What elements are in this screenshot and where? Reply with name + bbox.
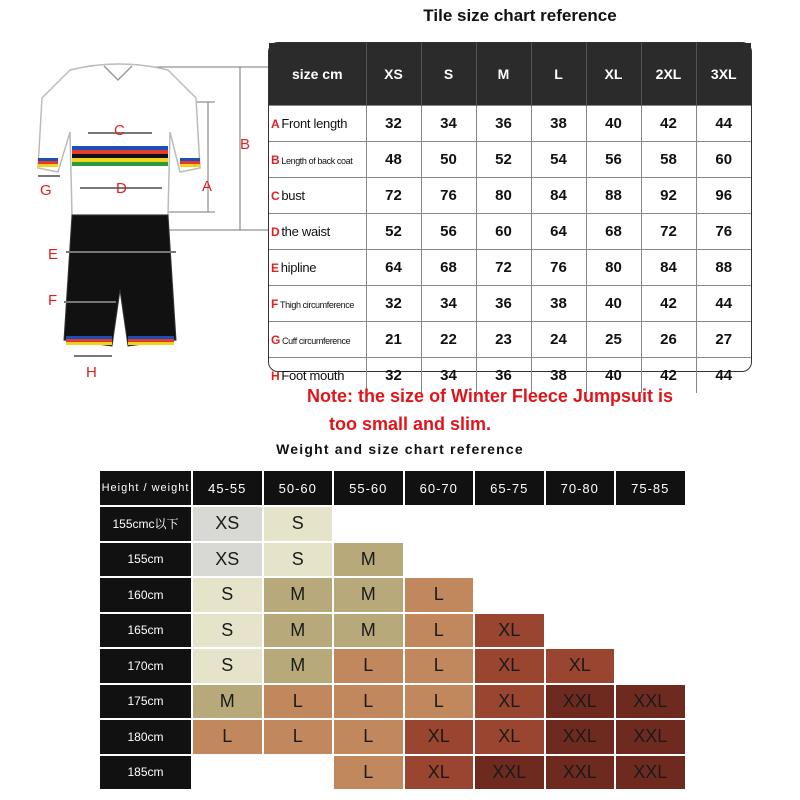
table-cell: 52 [476,142,531,178]
size-cell: XL [475,685,544,719]
figure-letter-g: G [40,182,52,199]
table-cell: 80 [476,178,531,214]
size-cell: XL [405,756,474,790]
size-cell: XL [475,614,544,648]
size-cell: XL [546,649,615,683]
row-label [269,214,366,250]
size-cell: M [264,578,333,612]
table-cell: 42 [641,106,696,142]
size-cell: XS [193,507,262,541]
row-label [269,322,366,358]
row-label [269,142,366,178]
size-cell: L [405,578,474,612]
column-header: L [531,43,586,106]
height-label: 180cm [100,720,191,754]
size-cell: L [405,685,474,719]
table-cell: 76 [421,178,476,214]
table-cell: 38 [531,106,586,142]
size-cell: XXL [546,720,615,754]
table-cell: 32 [366,106,421,142]
table-cell: 42 [641,286,696,322]
size-cell: S [193,614,262,648]
note-text: Note: the size of Winter Fleece Jumpsuit is [307,386,673,406]
table-cell: 32 [366,358,421,394]
table-row [269,322,751,358]
column-header: 3XL [696,43,751,106]
column-header: 2XL [641,43,696,106]
size-cell: XL [475,649,544,683]
row-letter: C [271,189,280,203]
jumpsuit-figure [0,40,268,400]
table-row [269,214,751,250]
height-label: 155cmc以下 [100,507,191,541]
size-cell: M [264,614,333,648]
weight-header: 45-55 [193,471,262,505]
row-letter: B [271,153,280,167]
table-cell: 38 [531,286,586,322]
table-cell: 56 [421,214,476,250]
size-cell: S [193,578,262,612]
row-letter: G [271,333,281,347]
weight-header: 50-60 [264,471,333,505]
size-cell: M [264,649,333,683]
column-header: M [476,43,531,106]
table-row [269,250,751,286]
table-cell: 84 [641,250,696,286]
row-label-text: Length of back coat [281,156,353,166]
size-chart-title: Tile size chart reference [423,6,617,25]
table-cell: 26 [641,322,696,358]
column-header: XS [366,43,421,106]
size-cell: XXL [616,685,685,719]
table-cell: 36 [476,358,531,394]
table-cell: 23 [476,322,531,358]
row-label [269,106,366,142]
row-label [269,250,366,286]
size-cell: L [264,685,333,719]
table-cell: 42 [641,358,696,394]
row-letter: H [271,369,280,383]
row-label-text: Foot mouth [281,368,345,383]
table-cell: 44 [696,358,751,394]
weight-header: 60-70 [405,471,474,505]
column-header: size cm [269,43,366,106]
table-cell: 48 [366,142,421,178]
figure-letter-e: E [48,246,59,263]
table-row [269,142,751,178]
row-label-text: hipline [280,260,317,275]
table-cell: 36 [476,106,531,142]
table-cell: 44 [696,106,751,142]
table-cell: 88 [586,178,641,214]
table-cell: 84 [531,178,586,214]
size-cell: XXL [546,685,615,719]
table-cell: 64 [531,214,586,250]
weight-header: 55-60 [334,471,403,505]
size-cell: XXL [616,720,685,754]
table-cell: 34 [421,358,476,394]
figure-letter-f: F [48,292,58,309]
table-cell: 54 [531,142,586,178]
row-letter: E [271,261,279,275]
row-label [269,286,366,322]
weight-chart-title: Weight and size chart reference [276,441,524,457]
row-letter: F [271,297,279,311]
table-cell: 60 [696,142,751,178]
row-label-text: Cuff circumference [282,336,351,346]
figure-letter-b: B [240,136,251,153]
size-cell: XXL [616,756,685,790]
table-cell: 52 [366,214,421,250]
weight-header: 70-80 [546,471,615,505]
table-cell: 76 [696,214,751,250]
table-cell: 40 [586,358,641,394]
table-cell: 56 [586,142,641,178]
table-cell: 58 [641,142,696,178]
table-cell: 72 [366,178,421,214]
row-label-text: bust [281,188,305,203]
size-cell: L [264,720,333,754]
table-header-row [269,43,751,106]
table-cell: 80 [586,250,641,286]
row-letter: A [271,117,280,131]
table-cell: 32 [366,286,421,322]
table-cell: 34 [421,106,476,142]
table-row [269,106,751,142]
table-cell: 88 [696,250,751,286]
table-cell: 44 [696,286,751,322]
figure-letter-h: H [86,364,97,381]
figure-letter-c: C [114,122,125,139]
table-cell: 50 [421,142,476,178]
note-text-continued: too small and slim. [328,414,492,434]
table-cell: 21 [366,322,421,358]
size-cell: L [334,756,403,790]
size-cell: XS [193,543,262,577]
height-label: 160cm [100,578,191,612]
table-cell: 96 [696,178,751,214]
table-cell: 40 [586,286,641,322]
table-cell: 34 [421,286,476,322]
row-label-text: Front length [281,116,348,131]
table-cell: 22 [421,322,476,358]
size-cell: XL [475,720,544,754]
table-cell: 38 [531,358,586,394]
table-cell: 24 [531,322,586,358]
size-cell: XXL [546,756,615,790]
height-label: 175cm [100,685,191,719]
figure-letter-a: A [202,178,213,195]
size-measurement-table [268,42,752,384]
row-label-text: Thigh circumference [280,300,354,310]
size-cell: S [193,649,262,683]
size-cell: L [405,614,474,648]
table-row [269,286,751,322]
size-cell: S [264,507,333,541]
table-cell: 60 [476,214,531,250]
height-label: 170cm [100,649,191,683]
table-cell: 68 [421,250,476,286]
height-label: 165cm [100,614,191,648]
table-cell: 40 [586,106,641,142]
size-cell: L [405,649,474,683]
figure-letter-d: D [116,180,127,197]
size-cell: XL [405,720,474,754]
chart-corner-header: Height / weight [100,471,191,505]
size-cell: M [334,614,403,648]
table-cell: 72 [641,214,696,250]
table-cell: 27 [696,322,751,358]
size-cell: L [193,720,262,754]
height-label: 185cm [100,756,191,790]
column-header: XL [586,43,641,106]
size-cell: XXL [475,756,544,790]
table-cell: 76 [531,250,586,286]
row-label [269,178,366,214]
table-cell: 68 [586,214,641,250]
table-row [269,178,751,214]
table-cell: 36 [476,286,531,322]
height-label: 155cm [100,543,191,577]
size-cell: M [334,578,403,612]
jumpsuit-illustration [0,40,268,400]
size-cell: L [334,685,403,719]
weight-header: 65-75 [475,471,544,505]
size-cell: L [334,649,403,683]
table-cell: 72 [476,250,531,286]
table-cell: 25 [586,322,641,358]
table-cell: 64 [366,250,421,286]
row-letter: D [271,225,280,239]
weight-header: 75-85 [616,471,685,505]
size-cell: M [334,543,403,577]
table-cell: 92 [641,178,696,214]
size-cell: L [334,720,403,754]
size-cell: S [264,543,333,577]
row-label-text: the waist [281,224,330,239]
size-cell: M [193,685,262,719]
column-header: S [421,43,476,106]
